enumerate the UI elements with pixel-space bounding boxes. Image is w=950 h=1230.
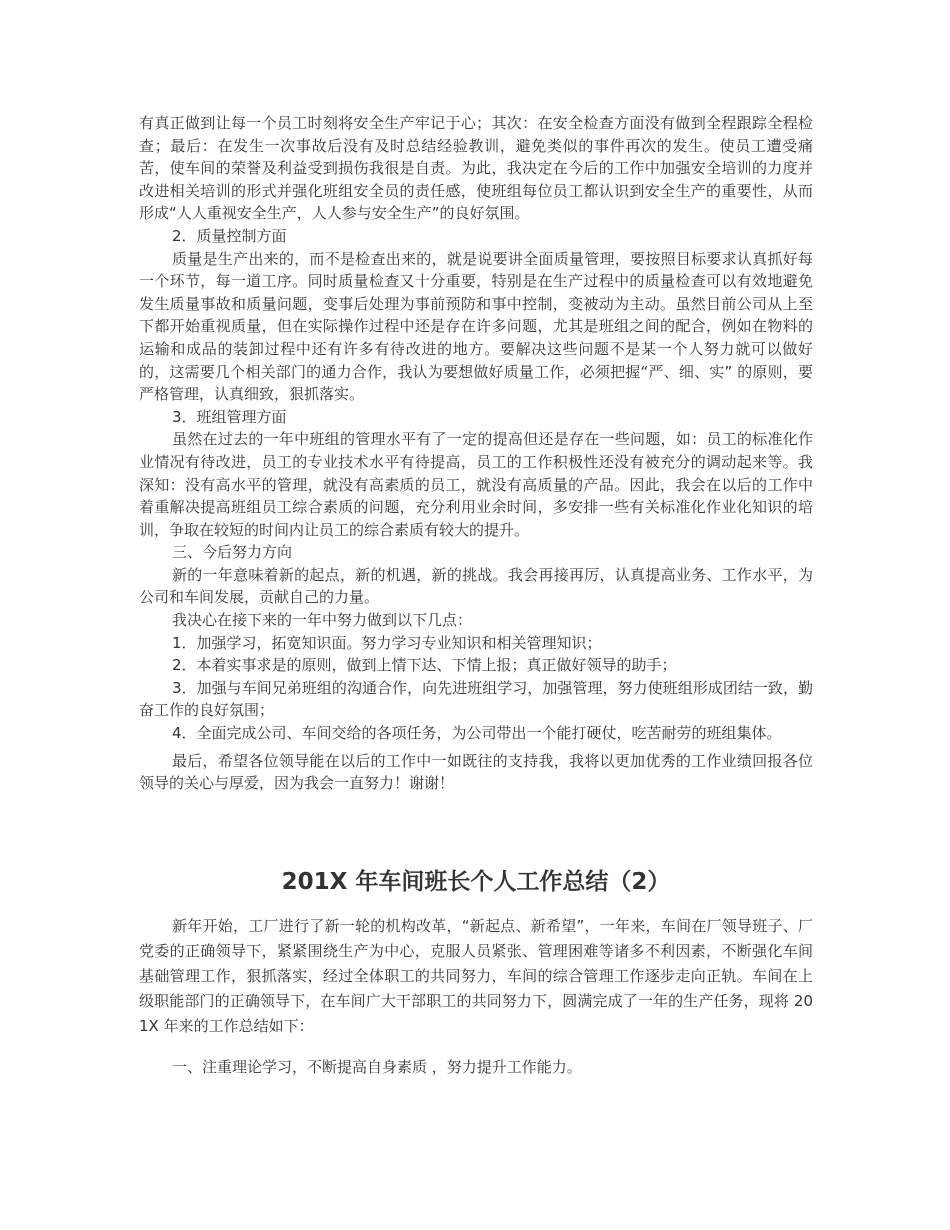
document-body-section-2 [139, 914, 813, 1080]
paragraph-closing: 最后，希望各位领导能在以后的工作中一如既往的支持我，我将以更加优秀的工作业绩回报各位领导的关心与厚爱，因为我会一直努力！谢谢！ [139, 751, 813, 793]
heading-future-direction: 三、今后努力方向 [172, 543, 293, 562]
heading-team-management: 3．班组管理方面 [172, 407, 287, 426]
list-item-1: 1．加强学习，拓宽知识面。努力学习专业知识和相关管理知识； [172, 633, 602, 652]
paragraph-intro: 新年开始，工厂进行了新一轮的机构改革，“新起点、新希望”，一年来，车间在厂领导班子、厂党委的正确领导下，紧紧围绕生产为中心，克服人员紧张、管理困难等诸多不利因素，不断强化车间基础管理工作，狠抓落实，经过全体职工的共同努力，车间的综合管理工作逐步走向正轨。车间在上级职能部门的正确领导下，在车间广大干部职工的共同努力下，圆满完成了一年的生产任务，现将 201X 年来的工作总结如下： [139, 917, 813, 1035]
paragraph-resolution: 我决心在接下来的一年中努力做到以下几点： [172, 611, 473, 630]
list-item-3: 3．加强与车间兄弟班组的沟通合作，向先进班组学习，加强管理，努力使班组形成团结一致，勤奋工作的良好氛围； [139, 678, 813, 720]
list-item-4: 4．全面完成公司、车间交给的各项任务，为公司带出一个能打硬仗，吃苦耐劳的班组集体。 [172, 724, 782, 743]
list-item-2: 2．本着实事求是的原则，做到上情下达、下情上报；真正做好领导的助手； [172, 656, 677, 675]
heading-theory-study: 一、注重理论学习，不断提高自身素质 ，努力提升工作能力。 [172, 1058, 582, 1076]
heading-quality-control: 2．质量控制方面 [172, 226, 287, 245]
paragraph-team-management: 虽然在过去的一年中班组的管理水平有了一定的提高但还是存在一些问题，如：员工的标准化作业情况有待改进，员工的专业技术水平有待提高，员工的工作积极性还没有被充分的调动起来等。我深知：没有高水平的管理，就没有高素质的员工，就没有高质量的产品。因此，我会在以后的工作中着重解决提高班组员工综合素质的问题，充分利用业余时间，多安排一些有关标准化作业化知识的培训，争取在较短的时间内让员工的综合素质有较大的提升。 [139, 430, 813, 539]
paragraph-quality-control: 质量是生产出来的，而不是检查出来的，就是说要讲全面质量管理，要按照目标要求认真抓好每一个环节，每一道工序。同时质量检查又十分重要，特别是在生产过程中的质量检查可以有效地避免发生质量事故和质量问题，变事后处理为事前预防和事中控制，变被动为主动。虽然目前公司从上至下都开始重视质量，但在实际操作过程中还是存在许多问题，尤其是班组之间的配合，例如在物料的运输和成品的装卸过程中还有许多有待改进的地方。要解决这些问题不是某一个人努力就可以做好的，这需要几个相关部门的通力合作，我认为要想做好质量工作，必须把握“严、细、实” 的原则，要严格管理，认真细致，狠抓落实。 [139, 249, 813, 404]
paragraph-safety-continued: 有真正做到让每一个员工时刻将安全生产牢记于心；其次：在安全检查方面没有做到全程跟踪全程检查；最后：在发生一次事故后没有及时总结经验教训，避免类似的事件再次的发生。使员工遭受痛苦，使车间的荣誉及利益受到损伤我很是自责。为此，我决定在今后的工作中加强安全培训的力度并改进相关培训的形式并强化班组安全员的责任感，使班组每位员工都认识到安全生产的重要性，从而形成“人人重视安全生产，人人参与安全生产”的良好氛围。 [139, 114, 813, 223]
paragraph-future-intro: 新的一年意味着新的起点，新的机遇，新的挑战。我会再接再厉，认真提高业务、工作水平，为公司和车间发展，贡献自己的力量。 [139, 565, 813, 607]
document-body-section-1 [139, 112, 813, 795]
document-title: 201X 年车间班长个人工作总结（2） [281, 869, 671, 895]
